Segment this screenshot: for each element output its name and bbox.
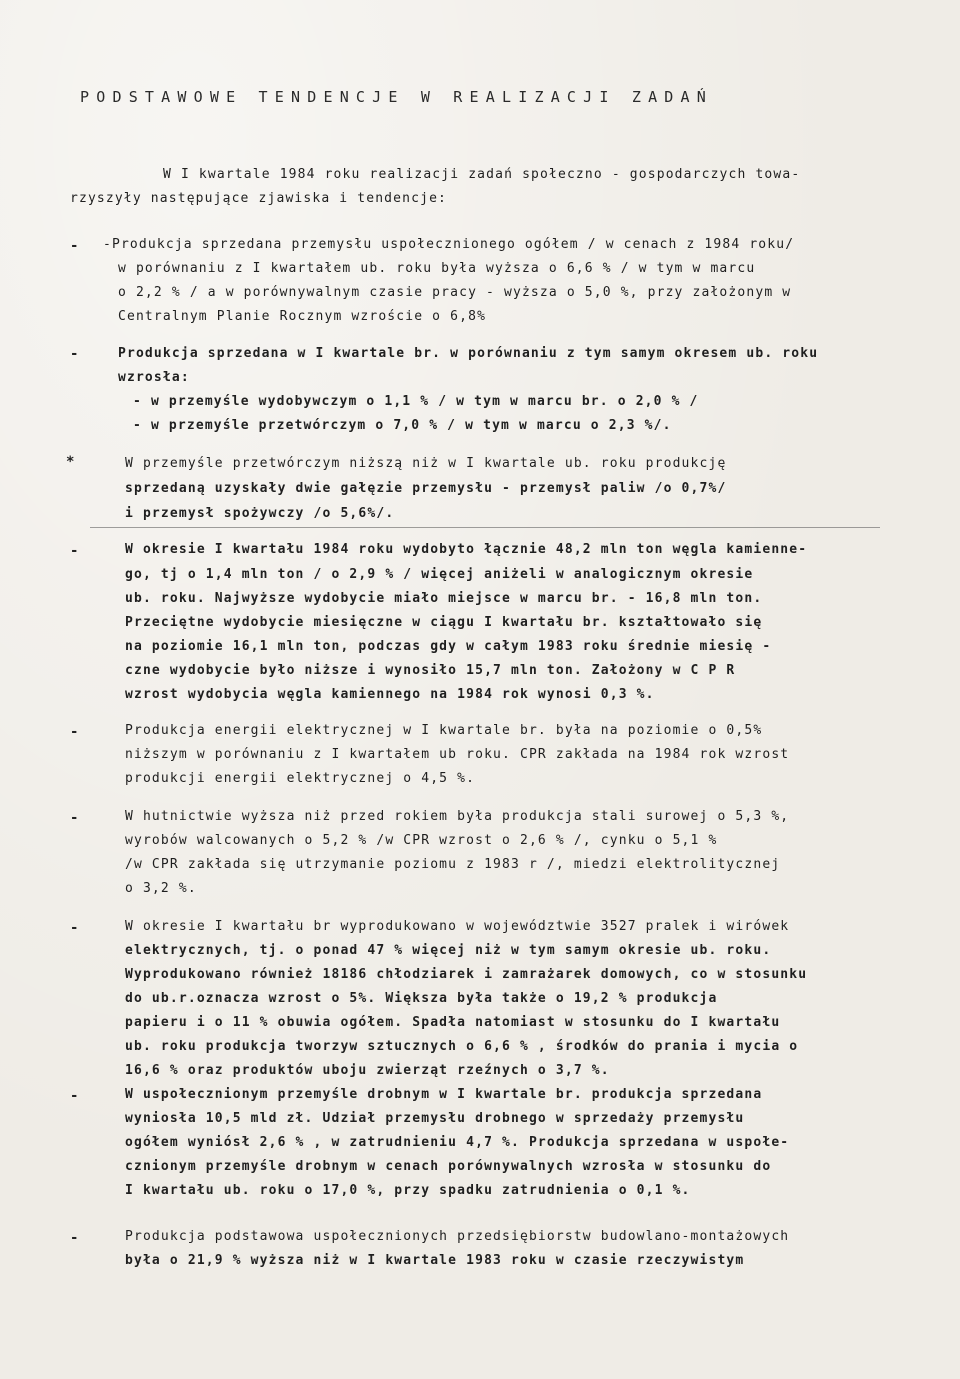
- section-4-line-4: Przeciętne wydobycie miesięczne w ciągu I kwartału br. kształtowało się: [125, 615, 763, 630]
- section-3-line-3: i przemysł spożywczy /o 5,6%/.: [125, 506, 395, 521]
- section-1-line-2: w porównaniu z I kwartałem ub. roku była wyższa o 6,6 % / w tym w marcu: [118, 261, 756, 276]
- bullet-star: *: [66, 454, 75, 470]
- section-5-line-2: niższym w porównaniu z I kwartałem ub roku. CPR zakłada na 1984 rok wzrost: [125, 747, 790, 762]
- section-7-line-7: 16,6 % oraz produktów uboju zwierząt rzeźnych o 3,7 %.: [125, 1063, 610, 1078]
- section-2-line-3: - w przemyśle wydobywczym o 1,1 % / w tym w marcu br. o 2,0 % /: [133, 394, 699, 409]
- intro-line-1: W I kwartale 1984 roku realizacji zadań społeczno - gospodarczych towa-: [163, 167, 801, 182]
- section-8-line-5: I kwartału ub. roku o 17,0 %, przy spadku zatrudnienia o 0,1 %.: [125, 1183, 691, 1198]
- section-9-line-2: była o 21,9 % wyższa niż w I kwartale 1983 roku w czasie rzeczywistym: [125, 1253, 745, 1268]
- bullet-dash: -: [70, 1088, 79, 1104]
- bullet-dash: -: [70, 724, 79, 740]
- section-8-line-4: cznionym przemyśle drobnym w cenach porównywalnych wzrosła w stosunku do: [125, 1159, 772, 1174]
- section-7-line-5: papieru i o 11 % obuwia ogółem. Spadła natomiast w stosunku do I kwartału: [125, 1015, 781, 1030]
- section-6-line-1: W hutnictwie wyższa niż przed rokiem była produkcja stali surowej o 5,3 %,: [125, 809, 790, 824]
- bullet-dash: -: [70, 810, 79, 826]
- section-3-line-2: sprzedaną uzyskały dwie gałęzie przemysłu - przemysł paliw /o 0,7%/: [125, 481, 727, 496]
- divider-rule: [90, 527, 880, 528]
- intro-line-2: rzyszyły następujące zjawiska i tendencje:: [70, 191, 448, 206]
- section-4-line-6: czne wydobycie było niższe i wynosiło 15,7 mln ton. Założony w C P R: [125, 663, 736, 678]
- section-7-line-2: elektrycznych, tj. o ponad 47 % więcej niż w tym samym okresie ub. roku.: [125, 943, 772, 958]
- section-8-line-3: ogółem wyniósł 2,6 % , w zatrudnieniu 4,7 %. Produkcja sprzedana w uspołe-: [125, 1135, 790, 1150]
- section-4-line-2: go, tj o 1,4 mln ton / o 2,9 % / więcej aniżeli w analogicznym okresie: [125, 567, 754, 582]
- section-2-line-1: Produkcja sprzedana w I kwartale br. w porównaniu z tym samym okresem ub. roku: [118, 346, 819, 361]
- section-4-line-5: na poziomie 16,1 mln ton, podczas gdy w całym 1983 roku średnie miesię -: [125, 639, 772, 654]
- section-6-line-2: wyrobów walcowanych o 5,2 % /w CPR wzrost o 2,6 % /, cynku o 5,1 %: [125, 833, 718, 848]
- section-8-line-2: wyniosła 10,5 mld zł. Udział przemysłu drobnego w sprzedaży przemysłu: [125, 1111, 745, 1126]
- section-7-line-6: ub. roku produkcja tworzyw sztucznych o 6,6 % , środków do prania i mycia o: [125, 1039, 799, 1054]
- section-3-line-1: W przemyśle przetwórczym niższą niż w I kwartale ub. roku produkcję: [125, 456, 727, 471]
- section-5-line-3: produkcji energii elektrycznej o 4,5 %.: [125, 771, 476, 786]
- bullet-dash: -: [70, 346, 79, 362]
- page-title: PODSTAWOWE TENDENCJE W REALIZACJI ZADAŃ: [80, 88, 713, 106]
- section-1-line-3: o 2,2 % / a w porównywalnym czasie pracy - wyższa o 5,0 %, przy założonym w: [118, 285, 792, 300]
- section-1-line-4: Centralnym Planie Rocznym wzroście o 6,8%: [118, 309, 487, 324]
- section-4-line-7: wzrost wydobycia węgla kamiennego na 1984 rok wynosi 0,3 %.: [125, 687, 655, 702]
- bullet-dash: -: [70, 1230, 79, 1246]
- section-7-line-3: Wyprodukowano również 18186 chłodziarek i zamrażarek domowych, co w stosunku: [125, 967, 808, 982]
- section-4-line-1: W okresie I kwartału 1984 roku wydobyto łącznie 48,2 mln ton węgla kamienne-: [125, 542, 808, 557]
- section-2-line-2: wzrosła:: [118, 370, 190, 385]
- section-9-line-1: Produkcja podstawowa uspołecznionych przedsiębiorstw budowlano-montażowych: [125, 1229, 790, 1244]
- section-7-line-4: do ub.r.oznacza wzrost o 5%. Większa była także o 19,2 % produkcja: [125, 991, 718, 1006]
- bullet-dash: -: [70, 543, 79, 559]
- bullet-dash: -: [70, 238, 79, 254]
- section-2-line-4: - w przemyśle przetwórczym o 7,0 % / w tym w marcu o 2,3 %/.: [133, 418, 672, 433]
- section-1-line-1: -Produkcja sprzedana przemysłu uspołecznionego ogółem / w cenach z 1984 roku/: [103, 237, 795, 252]
- section-5-line-1: Produkcja energii elektrycznej w I kwartale br. była na poziomie o 0,5%: [125, 723, 763, 738]
- section-4-line-3: ub. roku. Najwyższe wydobycie miało miejsce w marcu br. - 16,8 mln ton.: [125, 591, 763, 606]
- bullet-dash: -: [70, 920, 79, 936]
- section-7-line-1: W okresie I kwartału br wyprodukowano w województwie 3527 pralek i wirówek: [125, 919, 790, 934]
- section-6-line-3: /w CPR zakłada się utrzymanie poziomu z 1983 r /, miedzi elektrolitycznej: [125, 857, 781, 872]
- section-6-line-4: o 3,2 %.: [125, 881, 197, 896]
- section-8-line-1: W uspołecznionym przemyśle drobnym w I kwartale br. produkcja sprzedana: [125, 1087, 763, 1102]
